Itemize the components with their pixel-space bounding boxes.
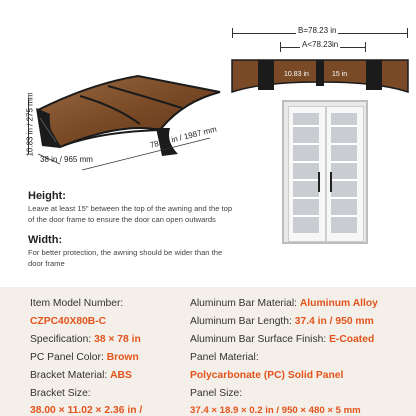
spec-right-2: Aluminum Bar Surface Finish: E-Coated — [190, 334, 375, 345]
width-note-title: Width: — [28, 234, 63, 246]
spec-left-1: CZPC40X80B-C — [30, 316, 107, 327]
b-dimension-label: B=78.23 in — [232, 26, 408, 40]
width-dimension-label: 78.23 in / 1987 mm — [148, 124, 218, 150]
a-dimension-label: A<78.23in — [280, 40, 366, 54]
spec-left-2: Specification: 38 × 78 in — [30, 334, 141, 345]
door-handle-right — [330, 172, 332, 192]
door-leaf-left — [288, 106, 326, 242]
spec-left-4: Bracket Material: ABS — [30, 370, 132, 381]
door-handle-left — [318, 172, 320, 192]
bracket-height-label: 10.83 in — [284, 71, 309, 78]
width-note-line2: door frame — [28, 259, 65, 268]
height-note-title: Height: — [28, 190, 66, 202]
spec-right-4: Polycarbonate (PC) Solid Panel — [190, 370, 344, 381]
spec-left-0: Item Model Number: — [30, 298, 124, 309]
spec-right-1: Aluminum Bar Length: 37.4 in / 950 mm — [190, 316, 374, 327]
awning-3d-illustration — [20, 72, 230, 182]
height-dimension-label: 10.83 in / 275 mm — [25, 92, 35, 157]
spec-left-5: Bracket Size: — [30, 388, 91, 399]
spec-right-0: Aluminum Bar Material: Aluminum Alloy — [190, 298, 378, 309]
height-note-line1: Leave at least 15" between the top of the awning and the top — [28, 204, 233, 213]
double-door — [282, 100, 368, 244]
spec-left-6: 38.00 × 11.02 × 2.36 in / — [30, 405, 143, 416]
spec-right-6: 37.4 × 18.9 × 0.2 in / 950 × 480 × 5 mm — [190, 405, 361, 416]
spec-right-3: Panel Material: — [190, 352, 259, 363]
awning-front-view — [228, 56, 412, 98]
depth-dimension-label: 38 in / 965 mm — [40, 155, 93, 164]
spec-right-5: Panel Size: — [190, 388, 243, 399]
width-note-line1: For better protection, the awning should be wider than the — [28, 248, 223, 257]
spec-left-3: PC Panel Color: Brown — [30, 352, 139, 363]
height-note-line2: of the door frame to ensure the door can open outwards — [28, 215, 216, 224]
side-height-label: 15 in — [332, 71, 348, 78]
